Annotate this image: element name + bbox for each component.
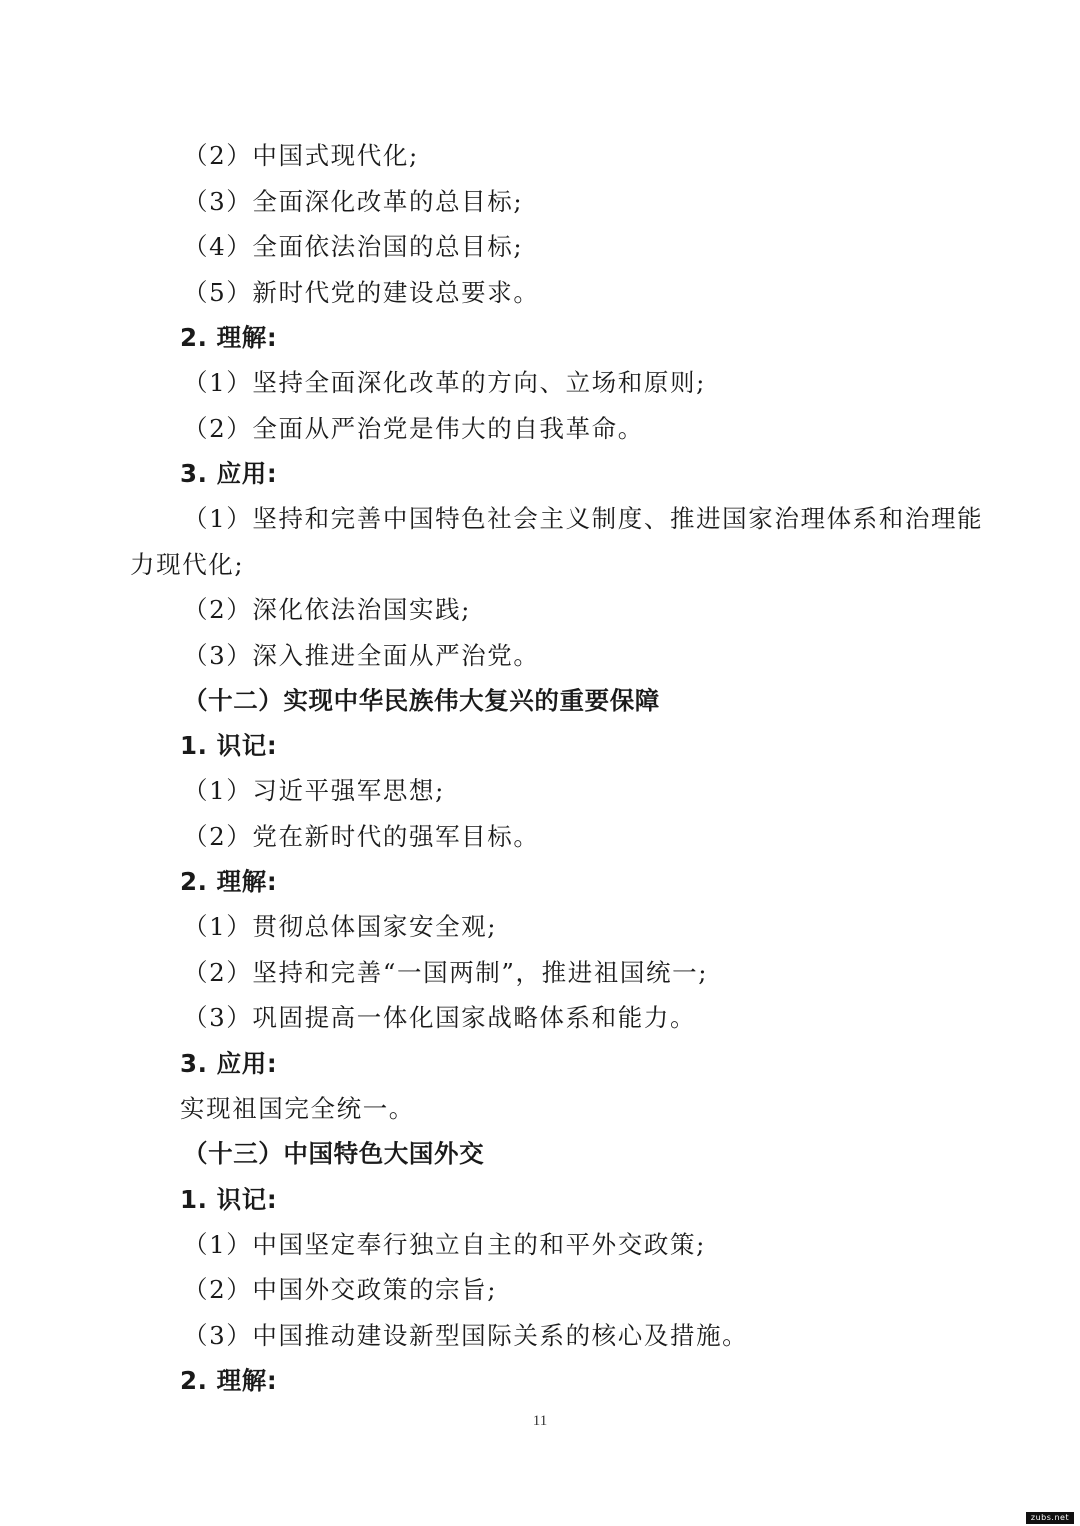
- section-heading: 2. 理解:: [180, 323, 278, 352]
- section-heading: 3. 应用:: [180, 1049, 278, 1078]
- section-heading: 2. 理解:: [180, 867, 278, 896]
- chapter-heading: （十三）中国特色大国外交: [183, 1139, 485, 1168]
- list-item: （3）中国推动建设新型国际关系的核心及措施。: [183, 1321, 749, 1350]
- list-item: （1）习近平强军思想;: [183, 776, 445, 805]
- list-item: （2）中国外交政策的宗旨;: [183, 1275, 498, 1304]
- list-item: （4）全面依法治国的总目标;: [183, 232, 524, 261]
- watermark: zubs.net: [1026, 1512, 1074, 1524]
- list-item: （1）贯彻总体国家安全观;: [183, 912, 498, 941]
- list-item: （3）全面深化改革的总目标;: [183, 187, 524, 216]
- list-item: （2）中国式现代化;: [183, 141, 419, 170]
- list-item: （2）深化依法治国实践;: [183, 595, 472, 624]
- list-item: （2）全面从严治党是伟大的自我革命。: [183, 414, 644, 443]
- list-item: （1）坚持和完善中国特色社会主义制度、推进国家治理体系和治理能: [183, 504, 984, 533]
- list-item: （3）深入推进全面从严治党。: [183, 641, 540, 670]
- list-item: （1）中国坚定奉行独立自主的和平外交政策;: [183, 1230, 706, 1259]
- section-heading: 1. 识记:: [180, 1185, 278, 1214]
- section-heading: 2. 理解:: [180, 1366, 278, 1395]
- page-number: 11: [532, 1413, 548, 1429]
- section-heading: 1. 识记:: [180, 731, 278, 760]
- chapter-heading: （十二）实现中华民族伟大复兴的重要保障: [183, 686, 660, 715]
- list-item: （2）党在新时代的强军目标。: [183, 822, 540, 851]
- paragraph: 实现祖国完全统一。: [180, 1094, 415, 1123]
- list-item: （3）巩固提高一体化国家战略体系和能力。: [183, 1003, 697, 1032]
- list-item-continuation: 力现代化;: [130, 550, 245, 579]
- section-heading: 3. 应用:: [180, 459, 278, 488]
- list-item: （5）新时代党的建设总要求。: [183, 278, 540, 307]
- list-item: （2）坚持和完善“一国两制”，推进祖国统一;: [183, 958, 709, 987]
- list-item: （1）坚持全面深化改革的方向、立场和原则;: [183, 368, 706, 397]
